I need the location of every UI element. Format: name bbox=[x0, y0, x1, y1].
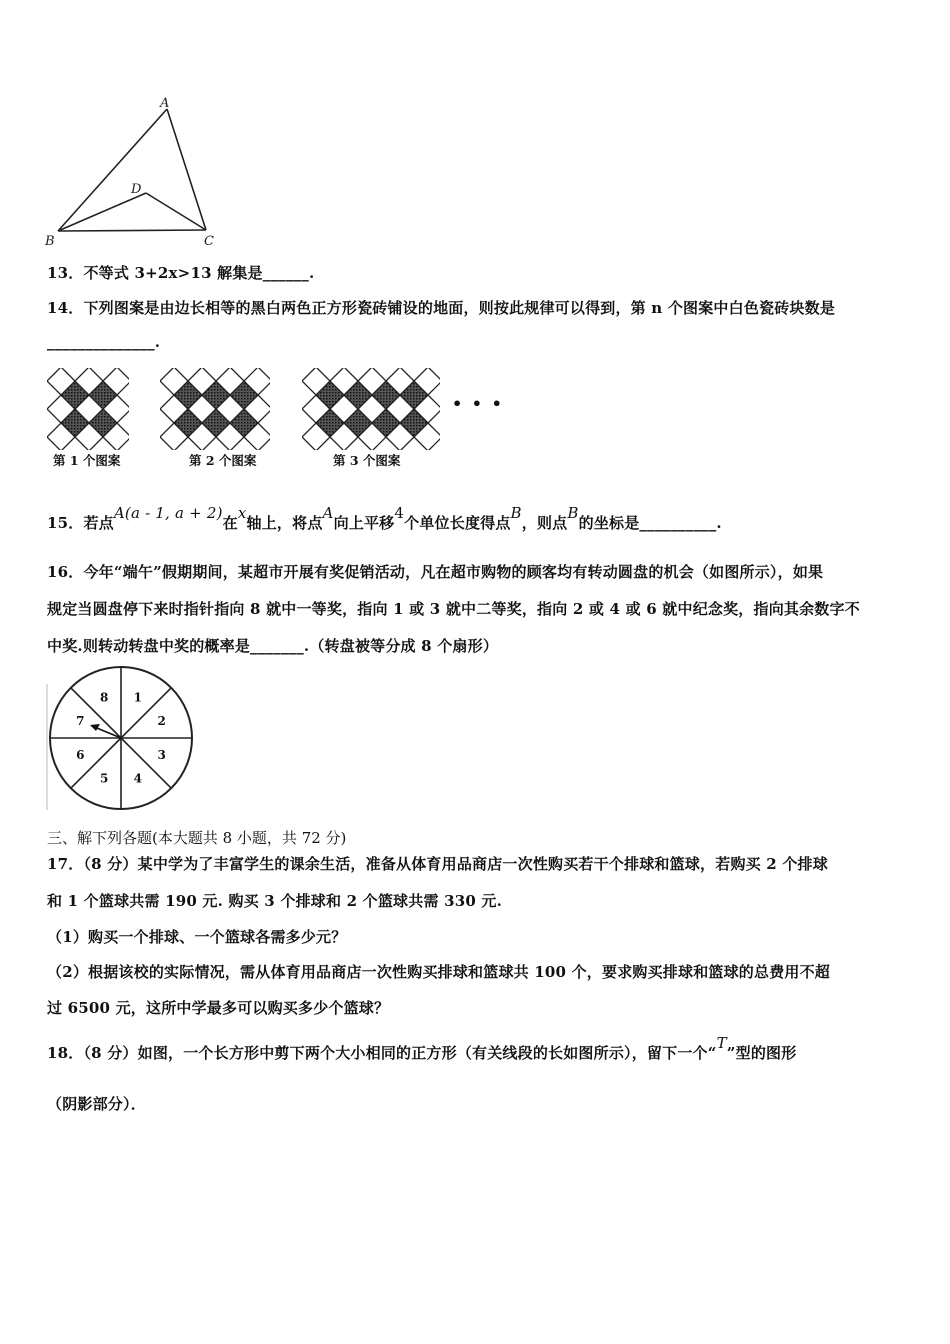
sector-label-1: 1 bbox=[133, 690, 143, 705]
question-18-line-1: 18．（8 分）如图，一个长方形中剪下两个大小相同的正方形（有关线段的长如图所示），留下一个“T”型的图形 bbox=[47, 1034, 797, 1062]
label-d: D bbox=[131, 182, 142, 197]
spinner-spoke bbox=[121, 688, 171, 738]
question-15: 15．若点A(a - 1, a + 2)在x轴上，将点A向上平移4个单位长度得点B，则点B的坐标是__________. bbox=[47, 504, 722, 532]
point-a-coordinates: A(a - 1, a + 2) bbox=[113, 504, 223, 522]
edge-bd bbox=[58, 193, 146, 231]
triangle-figure bbox=[40, 95, 230, 250]
question-16-line-3: 中奖.则转动转盘中奖的概率是_______.（转盘被等分成 8 个扇形） bbox=[47, 637, 499, 655]
sector-label-8: 8 bbox=[99, 690, 109, 705]
spinner-spoke bbox=[121, 738, 171, 788]
question-17-part-2-line-2: 过 6500 元，这所中学最多可以购买多少个篮球？ bbox=[47, 999, 390, 1017]
label-a: A bbox=[160, 96, 170, 111]
spinner-spoke bbox=[71, 738, 121, 788]
sector-label-7: 7 bbox=[76, 714, 85, 729]
tile-pattern-3 bbox=[302, 368, 440, 450]
caption-pattern-1: 第 1 个图案 bbox=[53, 453, 121, 468]
question-16-line-1: 16．今年“端午”假期期间，某超市开展有奖促销活动，凡在超市购物的顾客均有转动圆盘的机会（如图所示），如果 bbox=[47, 563, 824, 581]
edge-dc bbox=[146, 193, 206, 230]
label-b: B bbox=[45, 234, 55, 249]
question-16-line-2: 规定当圆盘停下来时指针指向 8 就中一等奖，指向 1 或 3 就中二等奖，指向 2 或 4 或 6 就中纪念奖，指向其余数字不 bbox=[47, 600, 860, 618]
question-13: 13．不等式 3+2x>13 解集是______. bbox=[47, 264, 315, 282]
question-17-line-1: 17．（8 分）某中学为了丰富学生的课余生活，准备从体育用品商店一次性购买若干个排球和篮球，若购买 2 个排球 bbox=[47, 855, 828, 873]
question-17-part-2-line-1: （2）根据该校的实际情况，需从体育用品商店一次性购买排球和篮球共 100 个，要求购买排球和篮球的总费用不超 bbox=[47, 963, 830, 981]
label-c: C bbox=[204, 234, 214, 249]
question-17-part-1: （1）购买一个排球、一个篮球各需多少元？ bbox=[47, 928, 347, 946]
spinner-wheel bbox=[44, 664, 196, 814]
caption-pattern-3: 第 3 个图案 bbox=[333, 453, 401, 468]
pattern-ellipsis: • • • bbox=[452, 394, 504, 413]
edge-bc bbox=[58, 230, 206, 231]
sector-label-4: 4 bbox=[133, 771, 143, 786]
sector-label-5: 5 bbox=[99, 771, 109, 786]
question-14: 14．下列图案是由边长相等的黑白两色正方形瓷砖铺设的地面，则按此规律可以得到，第 n 个图案中白色瓷砖块数是 bbox=[47, 299, 836, 317]
tile-pattern-2 bbox=[160, 368, 270, 450]
caption-pattern-2: 第 2 个图案 bbox=[189, 453, 257, 468]
question-14-blank: ______________. bbox=[47, 333, 161, 351]
edge-ba bbox=[58, 109, 167, 231]
section-3-title: 三、解下列各题(本大题共 8 小题，共 72 分) bbox=[47, 829, 347, 847]
sector-label-3: 3 bbox=[157, 747, 166, 762]
pointer-arrow-icon bbox=[90, 724, 100, 731]
sector-label-6: 6 bbox=[76, 747, 85, 762]
sector-label-2: 2 bbox=[157, 714, 166, 729]
tile-pattern-1 bbox=[47, 368, 129, 450]
question-18-line-2: （阴影部分）． bbox=[47, 1095, 146, 1113]
edge-ac bbox=[167, 109, 206, 230]
question-17-line-2: 和 1 个篮球共需 190 元. 购买 3 个排球和 2 个篮球共需 330 元. bbox=[47, 892, 503, 910]
t-symbol: T bbox=[716, 1034, 727, 1052]
